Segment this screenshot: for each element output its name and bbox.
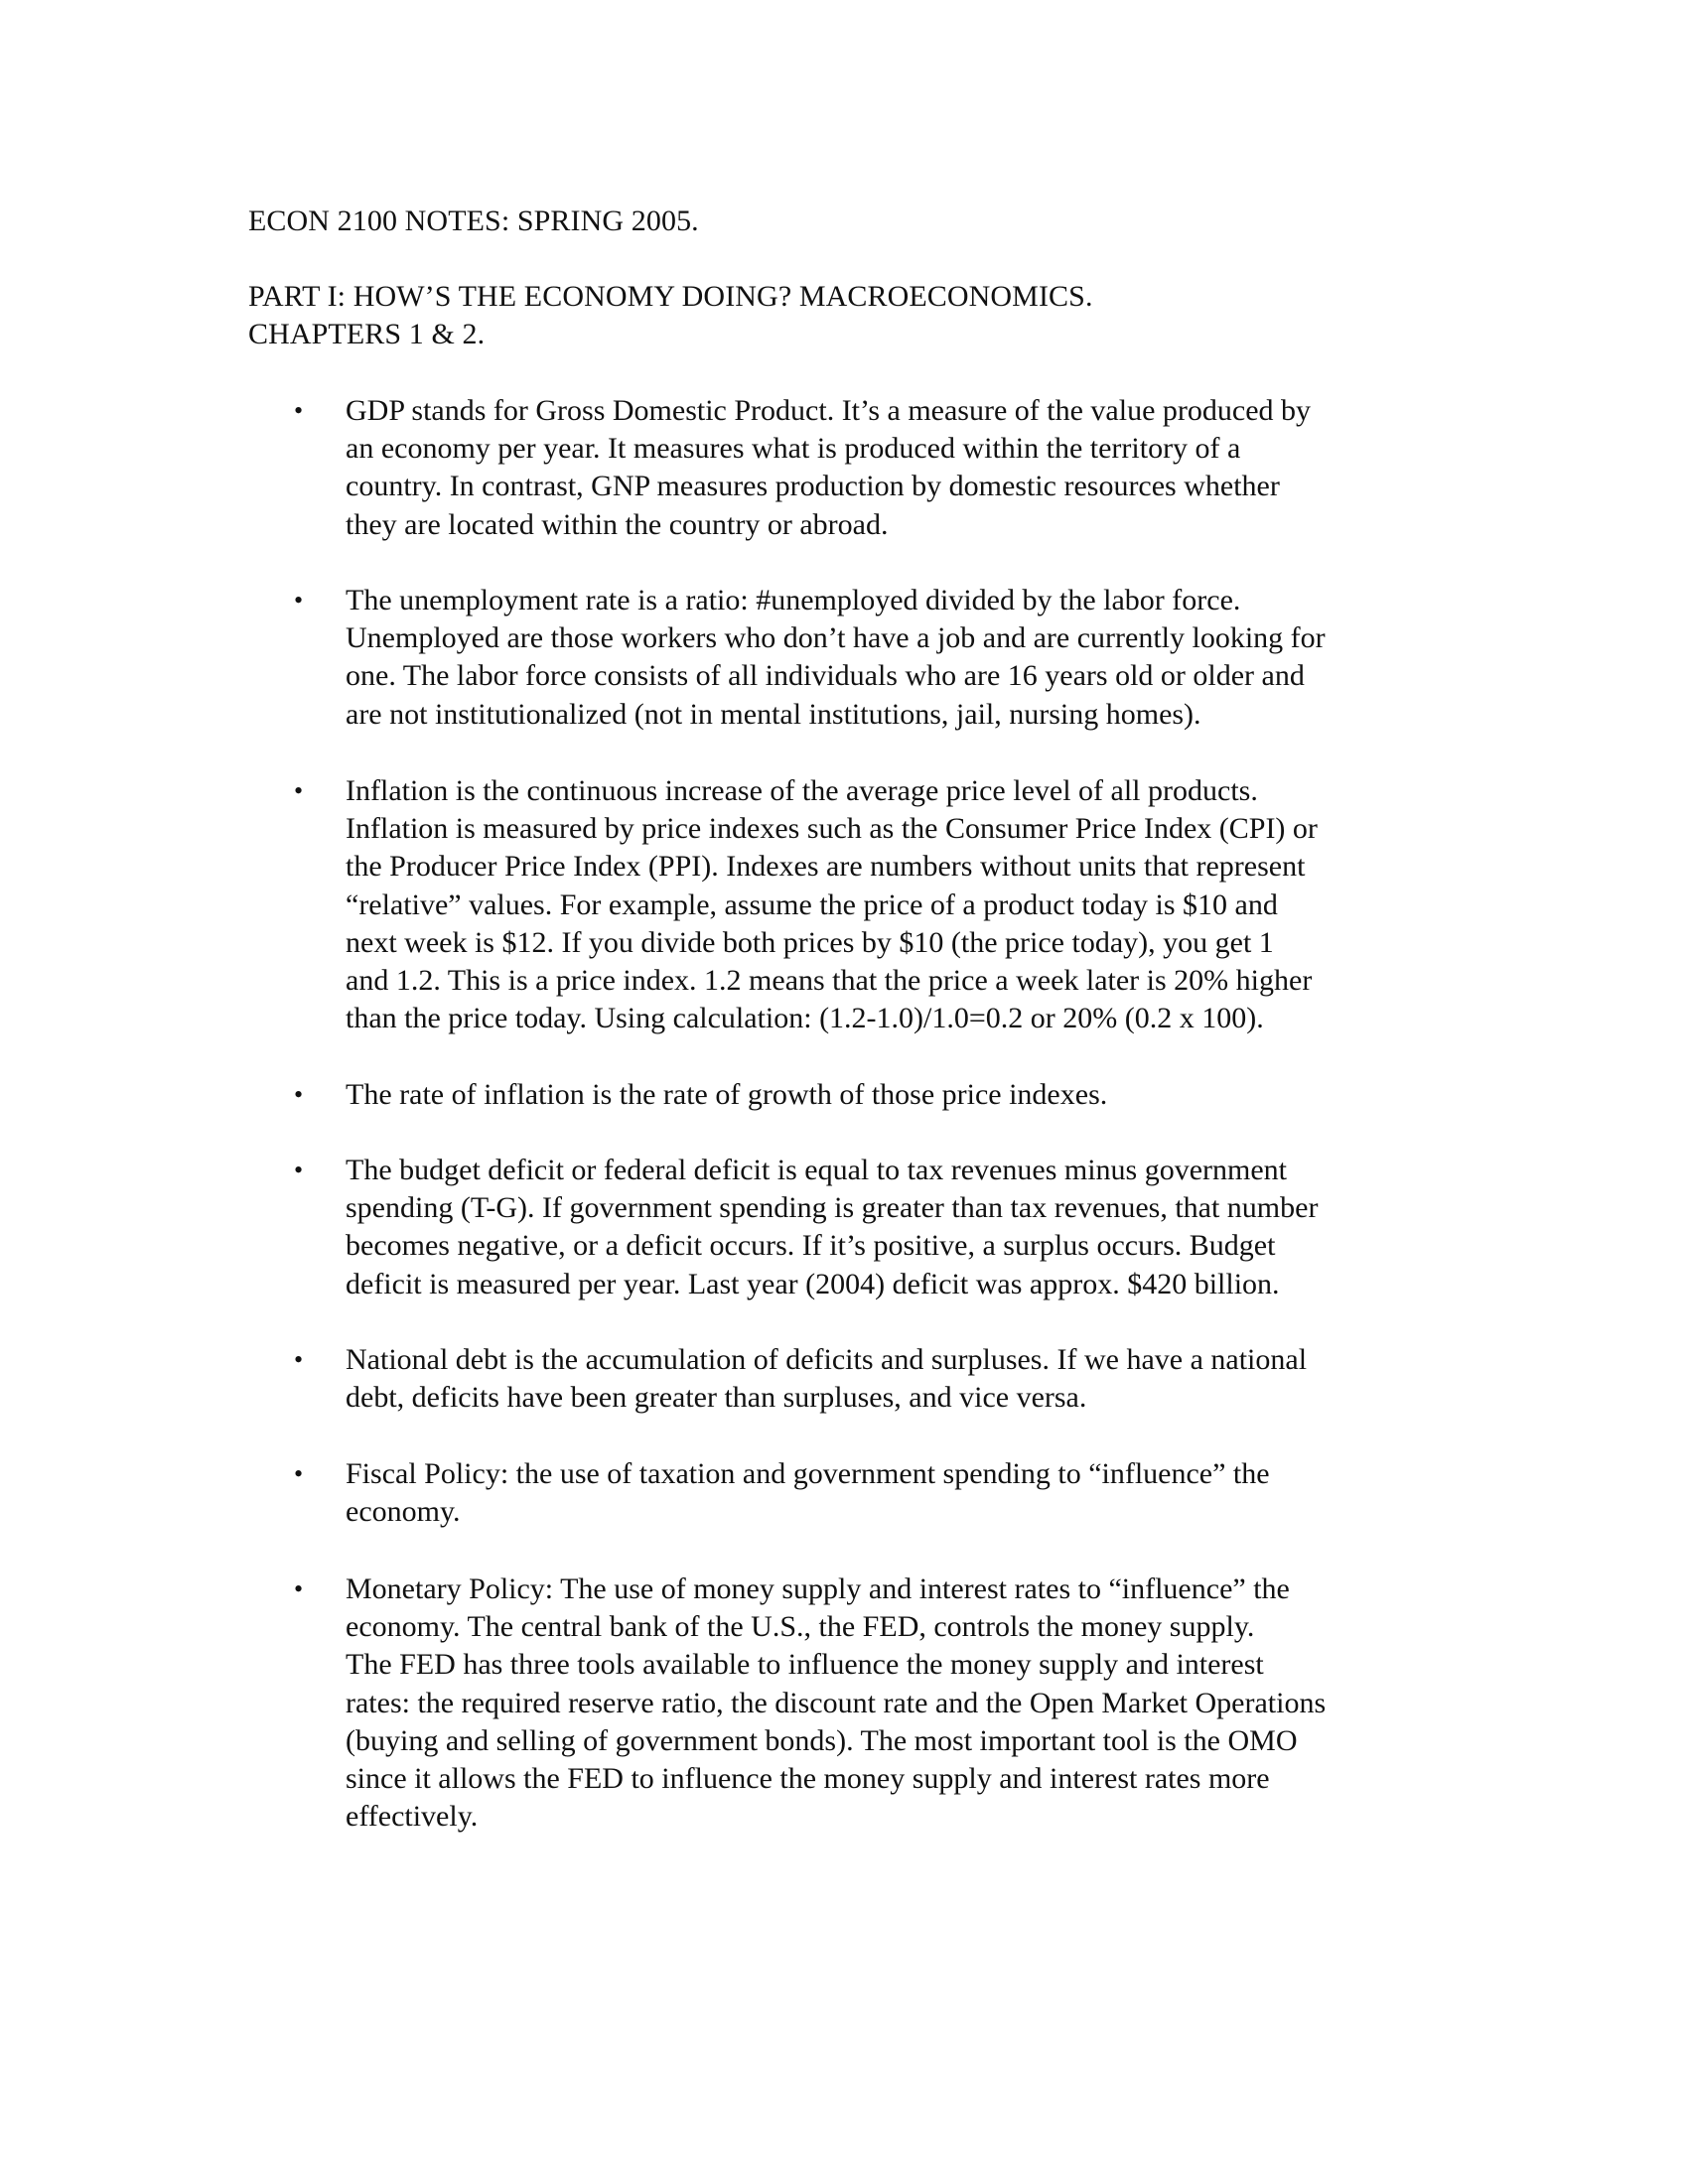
document-title: ECON 2100 NOTES: SPRING 2005. [248, 205, 699, 237]
text-line: The budget deficit or federal deficit is equal to tax revenues minus government [346, 1154, 1288, 1186]
text-line: one. The labor force consists of all individuals who are 16 years old or older and [346, 659, 1305, 693]
text-line: The FED has three tools available to influence the money supply and interest [346, 1648, 1264, 1682]
bullet-text [346, 1152, 1438, 1303]
bullet-marker: • [294, 396, 304, 425]
text-line: since it allows the FED to influence the money supply and interest rates more [346, 1762, 1270, 1796]
text-line: the Producer Price Index (PPI). Indexes are numbers without units that represent [346, 850, 1306, 884]
bullet-marker: • [294, 586, 304, 614]
bullet-marker: • [294, 1459, 304, 1488]
text-line: rates: the required reserve ratio, the discount rate and the Open Market Operations [346, 1686, 1327, 1719]
bullet-marker: • [294, 776, 304, 805]
bullet-text [346, 1570, 1438, 1836]
bullet-marker: • [294, 1574, 304, 1603]
text-line: Monetary Policy: The use of money supply and interest rates to “influence” the [346, 1572, 1290, 1605]
bullet-marker: • [294, 1080, 304, 1109]
text-line: next week is $12. If you divide both prices by $10 (the price today), you get 1 [346, 925, 1274, 959]
text-line: country. In contrast, GNP measures production by domestic resources whether [346, 470, 1280, 503]
text-line: GDP stands for Gross Domestic Product. It’s a measure of the value produced by [346, 394, 1312, 427]
part-heading: PART I: HOW’S THE ECONOMY DOING? MACROECONOMICS. [248, 280, 1093, 313]
bullet-item-monetary-policy [294, 1570, 1438, 1836]
chapters-heading: CHAPTERS 1 & 2. [248, 318, 486, 350]
text-line: becomes negative, or a deficit occurs. If it’s positive, a surplus occurs. Budget [346, 1229, 1276, 1263]
bullet-item-inflation-rate [294, 1076, 1438, 1114]
bullet-marker: • [294, 1345, 304, 1374]
bullet-item-gdp [294, 392, 1438, 544]
text-line: spending (T-G). If government spending is greater than tax revenues, that number [346, 1191, 1319, 1225]
text-line: deficit is measured per year. Last year (2004) deficit was approx. $420 billion. [346, 1267, 1280, 1300]
text-line: economy. The central bank of the U.S., the FED, controls the money supply. [346, 1610, 1255, 1644]
text-line: than the price today. Using calculation: (1.2-1.0)/1.0=0.2 or 20% (0.2 x 100). [346, 1002, 1264, 1035]
bullet-text [346, 582, 1438, 734]
text-line: (buying and selling of government bonds). The most important tool is the OMO [346, 1723, 1298, 1757]
text-line: debt, deficits have been greater than surpluses, and vice versa. [346, 1381, 1087, 1415]
bullet-item-unemployment [294, 582, 1438, 734]
bullet-marker: • [294, 1156, 304, 1184]
text-line: Unemployed are those workers who don’t have a job and are currently looking for [346, 621, 1326, 655]
bullet-item-national-debt [294, 1341, 1438, 1417]
text-line: they are located within the country or abroad. [346, 507, 889, 541]
text-line: effectively. [346, 1800, 479, 1834]
bullet-item-inflation [294, 772, 1438, 1037]
text-line: Inflation is the continuous increase of the average price level of all products. [346, 774, 1258, 807]
text-line: The unemployment rate is a ratio: #unemployed divided by the labor force. [346, 584, 1241, 616]
bullet-item-budget-deficit [294, 1152, 1438, 1303]
bullet-item-fiscal-policy [294, 1455, 1438, 1531]
text-line: National debt is the accumulation of deficits and surpluses. If we have a national [346, 1343, 1308, 1376]
text-line: are not institutionalized (not in mental institutions, jail, nursing homes). [346, 697, 1201, 731]
bullet-text [346, 1455, 1438, 1531]
text-line: Inflation is measured by price indexes such as the Consumer Price Index (CPI) or [346, 812, 1318, 846]
text-line: economy. [346, 1495, 461, 1529]
bullet-text [346, 1076, 1438, 1114]
text-line: The rate of inflation is the rate of growth of those price indexes. [346, 1078, 1108, 1111]
text-line: an economy per year. It measures what is produced within the territory of a [346, 432, 1241, 466]
bullet-text [346, 1341, 1438, 1417]
text-line: and 1.2. This is a price index. 1.2 means that the price a week later is 20% higher [346, 964, 1313, 998]
bullet-text [346, 772, 1438, 1037]
text-line: “relative” values. For example, assume the price of a product today is $10 and [346, 887, 1278, 921]
bullet-text [346, 392, 1438, 544]
text-line: Fiscal Policy: the use of taxation and government spending to “influence” the [346, 1457, 1270, 1490]
